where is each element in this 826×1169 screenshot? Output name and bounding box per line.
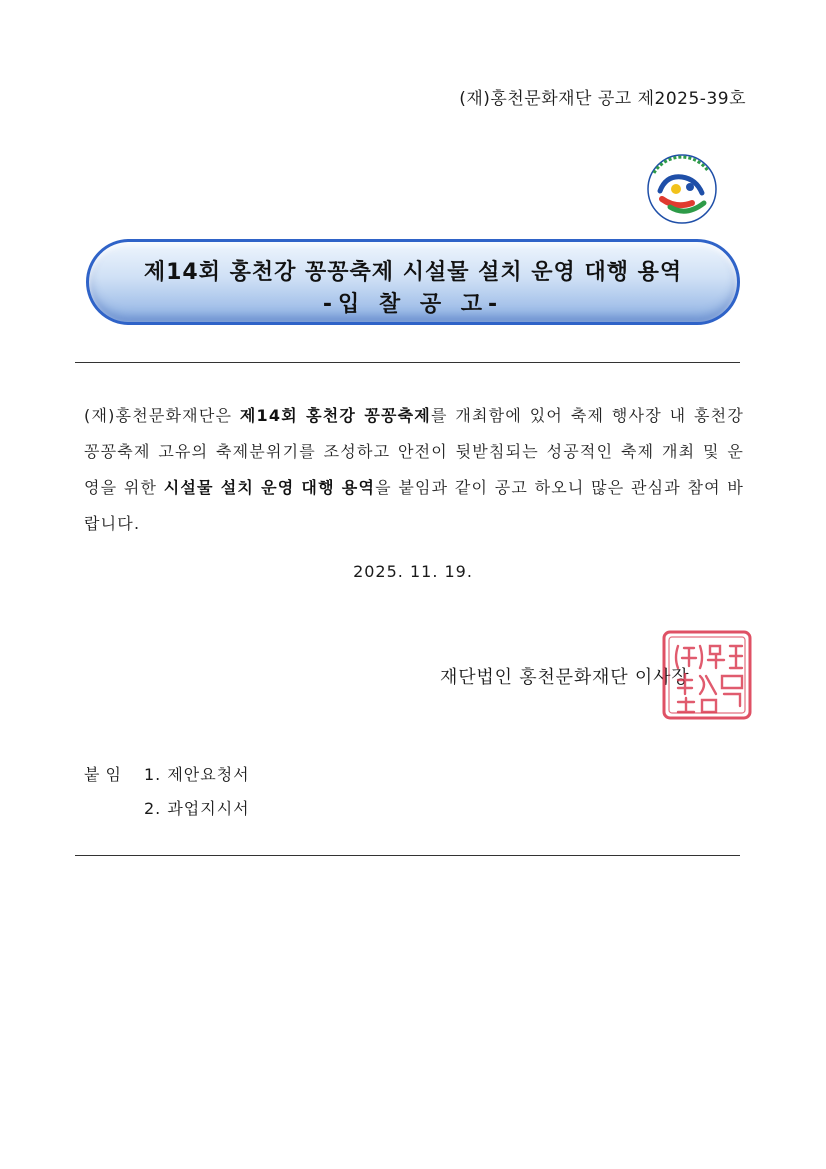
- notice-date: 2025. 11. 19.: [353, 562, 473, 581]
- document-number: (재)홍천문화재단 공고 제2025-39호: [459, 89, 746, 109]
- divider-bottom: [75, 855, 740, 856]
- body-text-part: (재)홍천문화재단은: [84, 406, 240, 425]
- attachments-label: 붙임: [84, 765, 127, 784]
- notice-subtitle: -입 찰 공 고-: [322, 292, 504, 317]
- attachment-item: 1. 제안요청서: [144, 765, 250, 784]
- title-banner: [86, 239, 740, 325]
- foundation-logo: [646, 153, 718, 225]
- notice-title: 제14회 홍천강 꽁꽁축제 시설물 설치 운영 대행 용역: [143, 260, 683, 285]
- attachment-item: 2. 과업지시서: [144, 799, 250, 818]
- body-bold-service: 시설물 설치 운영 대행 용역: [163, 478, 376, 497]
- signer-name: 재단법인 홍천문화재단 이사장: [440, 667, 690, 688]
- divider-top: [75, 362, 740, 363]
- body-bold-festival: 제14회 홍천강 꽁꽁축제: [239, 406, 431, 425]
- body-text-part: 을 붙임과 같이 공고 하오니 많은 관심과 참여 바랍니다.: [84, 478, 744, 533]
- official-seal: [660, 628, 754, 722]
- notice-body: [84, 398, 744, 542]
- body-text-part: 를 개최함에 있어 축제 행사장 내 홍천강 꽁꽁축제 고유의 축제분위기를 조성하고 안전이 뒷받침되는 성공적인 축제 개최 및 운영을 위한: [84, 406, 744, 497]
